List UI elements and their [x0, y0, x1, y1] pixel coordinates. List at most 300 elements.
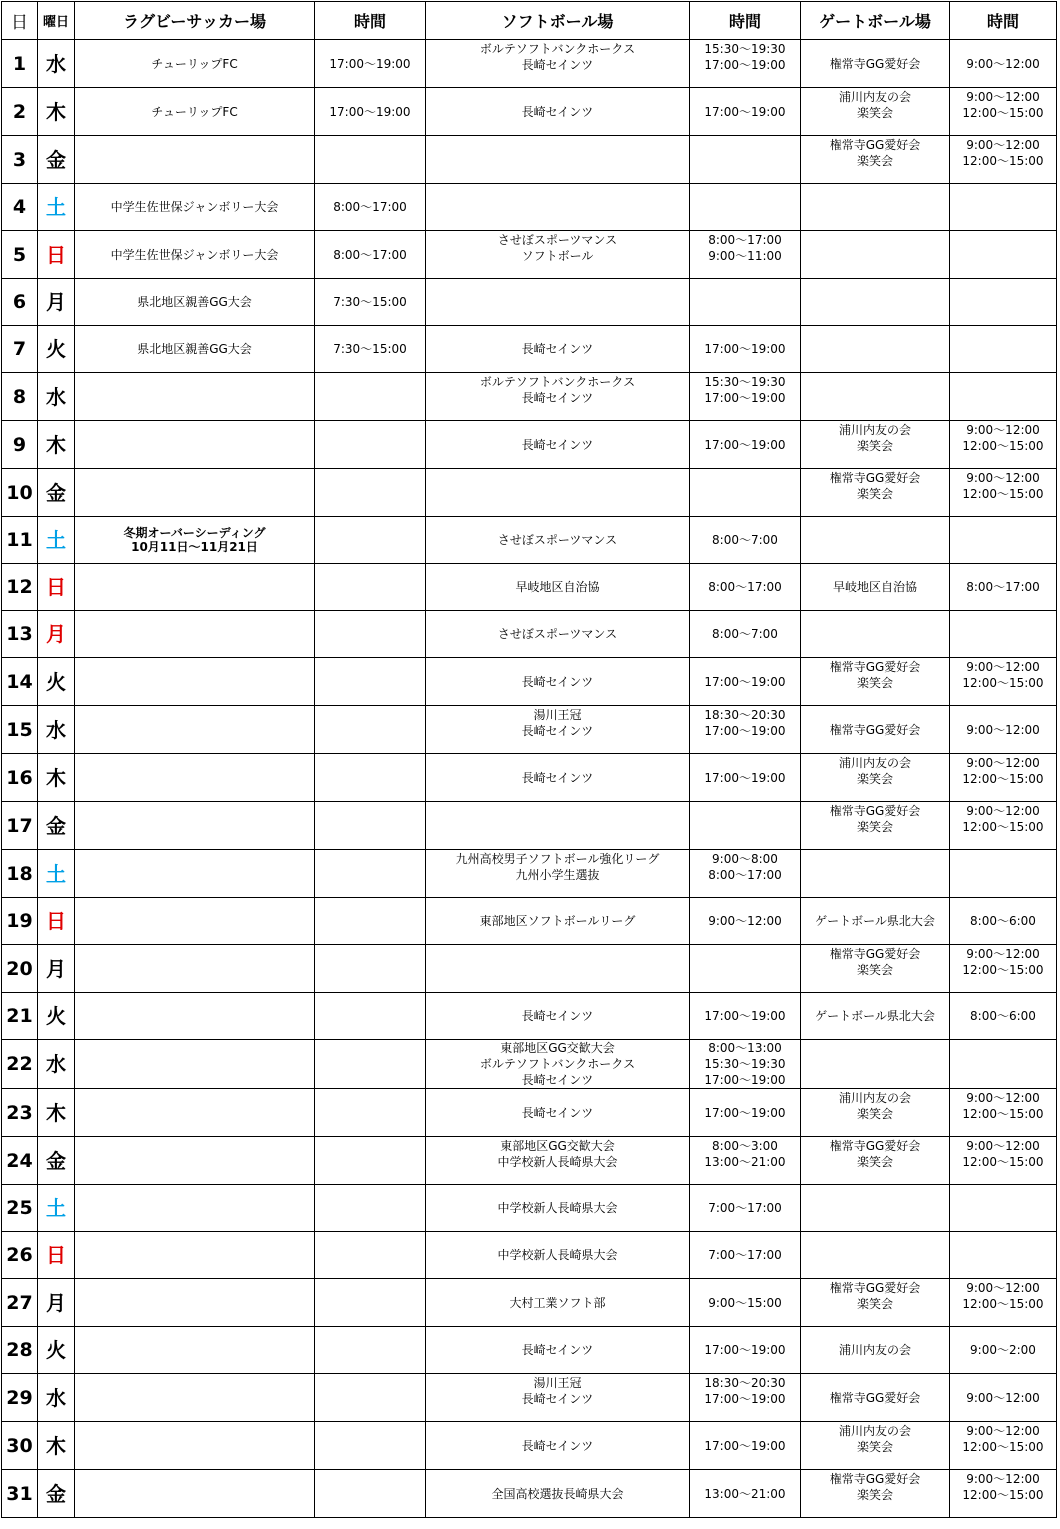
header-softball-field: ソフトボール場: [426, 2, 690, 40]
gateball-field-cell: [801, 40, 950, 88]
gateball-time-entry: 8:00～6:00: [970, 914, 1036, 928]
softball-time-entry: 17:00～19:00: [704, 104, 786, 119]
header-gateball-time: 時間: [950, 2, 1057, 40]
softball-field-cell: [426, 1279, 690, 1327]
softball-field-cell: [426, 1422, 690, 1470]
rugby-time-cell: [315, 469, 426, 517]
rugby-field-cell: [75, 1374, 315, 1422]
softball-field-cell: [426, 945, 690, 993]
day-number: 10: [2, 469, 38, 517]
gateball-time-cell: [950, 421, 1057, 469]
schedule-row: [2, 564, 1057, 611]
softball-time-entry: 17:00～19:00: [704, 1392, 786, 1406]
gateball-field-entry: 楽笑会: [856, 1488, 893, 1502]
gateball-time-entry: 9:00～12:00: [966, 471, 1040, 485]
rugby-field-cell: [75, 1422, 315, 1470]
weekday-label: 金: [38, 136, 75, 184]
softball-field-cell: [426, 611, 690, 658]
gateball-field-entry: 楽笑会: [856, 1440, 893, 1454]
gateball-field-cell: [801, 1327, 950, 1374]
schedule-row: [2, 706, 1057, 754]
gateball-time-cell: [950, 1279, 1057, 1327]
gateball-field-entry: 楽笑会: [856, 487, 893, 501]
gateball-field-cell: [801, 706, 950, 754]
softball-time-cell: [690, 517, 801, 564]
softball-time-cell: [690, 469, 801, 517]
gateball-time-entry: 9:00～12:00: [966, 1472, 1040, 1486]
gateball-field-cell: [801, 1089, 950, 1137]
day-number: 11: [2, 517, 38, 564]
schedule-row: [2, 231, 1057, 279]
softball-time-cell: [690, 802, 801, 850]
softball-field-entry: させぼスポーツマンス: [497, 627, 618, 641]
gateball-time-cell: [950, 802, 1057, 850]
gateball-field-entry: ゲートボール県北大会: [815, 1009, 935, 1023]
softball-field-entry: 東部地区ソフトボールリーグ: [479, 914, 636, 928]
gateball-time-cell: [950, 754, 1057, 802]
rugby-field-cell: [75, 564, 315, 611]
softball-field-cell: [426, 754, 690, 802]
rugby-field-cell: [75, 802, 315, 850]
softball-time-cell: [690, 850, 801, 898]
gateball-field-cell: [801, 993, 950, 1040]
weekday-label: 金: [38, 1470, 75, 1518]
rugby-time-entry: 7:30～15:00: [333, 342, 407, 356]
softball-field-entry: 大村工業ソフト部: [509, 1295, 606, 1310]
rugby-field-cell: [75, 326, 315, 373]
gateball-time-cell: [950, 658, 1057, 706]
softball-field-entry: 長崎セインツ: [521, 1343, 594, 1357]
rugby-time-cell: [315, 754, 426, 802]
gateball-field-entry: 権常寺GG愛好会: [829, 947, 921, 961]
softball-time-entry: 8:00～17:00: [708, 580, 782, 594]
day-number: 14: [2, 658, 38, 706]
schedule-row: [2, 279, 1057, 326]
softball-time-entry: 17:00～19:00: [704, 674, 786, 689]
rugby-time-entry: 8:00～17:00: [333, 200, 407, 214]
gateball-field-entry: 権常寺GG愛好会: [829, 138, 921, 152]
schedule-row: [2, 1470, 1057, 1518]
gateball-field-entry: 権常寺GG愛好会: [829, 1281, 921, 1295]
gateball-time-entry: 9:00～2:00: [970, 1343, 1036, 1357]
softball-time-entry: 9:00～15:00: [708, 1295, 782, 1310]
weekday-label: 水: [38, 1040, 75, 1089]
softball-field-entry: 長崎セインツ: [521, 724, 594, 738]
rugby-field-cell: [75, 421, 315, 469]
softball-time-cell: [690, 1422, 801, 1470]
rugby-field-cell: [75, 373, 315, 421]
softball-time-cell: [690, 706, 801, 754]
softball-time-entry: 9:00～11:00: [708, 249, 782, 263]
gateball-field-entry: 楽笑会: [856, 154, 893, 168]
softball-time-cell: [690, 1137, 801, 1185]
schedule-row: [2, 136, 1057, 184]
gateball-field-cell: [801, 1040, 950, 1089]
schedule-row: [2, 1089, 1057, 1137]
gateball-time-entry: 8:00～6:00: [970, 1009, 1036, 1023]
gateball-time-cell: [950, 231, 1057, 279]
gateball-field-cell: [801, 231, 950, 279]
schedule-row: [2, 945, 1057, 993]
gateball-field-entry: 浦川内友の会: [838, 1343, 911, 1357]
day-number: 23: [2, 1089, 38, 1137]
day-number: 16: [2, 754, 38, 802]
softball-field-cell: [426, 993, 690, 1040]
softball-time-entry: 9:00～8:00: [712, 852, 778, 866]
softball-field-cell: [426, 1185, 690, 1232]
softball-field-cell: [426, 1232, 690, 1279]
rugby-time-cell: [315, 326, 426, 373]
gateball-time-cell: [950, 184, 1057, 231]
gateball-time-entry: 9:00～12:00: [966, 947, 1040, 961]
rugby-time-cell: [315, 184, 426, 231]
softball-field-entry: 東部地区GG交歓大会: [500, 1139, 615, 1153]
day-number: 5: [2, 231, 38, 279]
softball-field-entry: 九州高校男子ソフトボール強化リーグ: [455, 852, 660, 866]
gateball-time-cell: [950, 1470, 1057, 1518]
gateball-field-cell: [801, 469, 950, 517]
weekday-label: 土: [38, 1185, 75, 1232]
softball-field-entry: ボルテソフトバンクホークス: [479, 375, 636, 389]
softball-field-entry: 全国高校選抜長崎県大会: [491, 1486, 624, 1501]
gateball-time-cell: [950, 850, 1057, 898]
rugby-time-entry: 17:00～19:00: [329, 56, 411, 71]
softball-time-cell: [690, 945, 801, 993]
softball-time-entry: 9:00～12:00: [708, 914, 782, 928]
weekday-label: 火: [38, 326, 75, 373]
softball-time-entry: 8:00～17:00: [708, 233, 782, 247]
rugby-time-cell: [315, 1422, 426, 1470]
softball-field-entry: 長崎セインツ: [521, 770, 594, 785]
gateball-time-cell: [950, 136, 1057, 184]
softball-field-cell: [426, 279, 690, 326]
day-number: 7: [2, 326, 38, 373]
gateball-field-entry: 浦川内友の会: [838, 756, 911, 770]
weekday-label: 日: [38, 1232, 75, 1279]
gateball-field-entry: 楽笑会: [856, 676, 893, 690]
softball-time-cell: [690, 279, 801, 326]
schedule-row: [2, 1374, 1057, 1422]
header-rugby-time: 時間: [315, 2, 426, 40]
softball-field-cell: [426, 469, 690, 517]
schedule-row: [2, 40, 1057, 88]
gateball-field-cell: [801, 136, 950, 184]
softball-time-cell: [690, 184, 801, 231]
rugby-time-cell: [315, 231, 426, 279]
softball-field-cell: [426, 517, 690, 564]
gateball-field-cell: [801, 1422, 950, 1470]
softball-field-entry: 長崎セインツ: [521, 58, 594, 72]
rugby-time-cell: [315, 564, 426, 611]
rugby-field-entry: 中学生佐世保ジャンボリー大会: [110, 247, 279, 262]
rugby-field-cell: [75, 898, 315, 945]
gateball-time-cell: [950, 1327, 1057, 1374]
weekday-label: 金: [38, 469, 75, 517]
gateball-time-cell: [950, 517, 1057, 564]
gateball-time-entry: 12:00～15:00: [962, 1488, 1044, 1502]
softball-time-cell: [690, 1089, 801, 1137]
header-rugby-field: ラグビーサッカー場: [75, 2, 315, 40]
schedule-row: [2, 993, 1057, 1040]
gateball-field-entry: 権常寺GG愛好会: [829, 56, 921, 71]
softball-field-cell: [426, 40, 690, 88]
weekday-label: 土: [38, 850, 75, 898]
gateball-time-entry: 9:00～12:00: [966, 756, 1040, 770]
rugby-time-cell: [315, 373, 426, 421]
weekday-label: 日: [38, 898, 75, 945]
gateball-time-cell: [950, 564, 1057, 611]
softball-time-cell: [690, 40, 801, 88]
gateball-field-entry: ゲートボール県北大会: [815, 914, 935, 928]
softball-field-cell: [426, 564, 690, 611]
gateball-time-cell: [950, 1422, 1057, 1470]
softball-time-entry: 17:00～19:00: [704, 58, 786, 72]
gateball-time-entry: 12:00～15:00: [962, 154, 1044, 168]
softball-field-entry: させぼスポーツマンス: [497, 233, 618, 247]
softball-field-entry: 長崎セインツ: [521, 437, 594, 452]
softball-field-cell: [426, 1040, 690, 1089]
softball-time-entry: 18:30～20:30: [704, 708, 786, 722]
rugby-time-entry: 7:30～15:00: [333, 295, 407, 309]
gateball-time-entry: 9:00～12:00: [966, 804, 1040, 818]
rugby-field-cell: [75, 279, 315, 326]
gateball-time-entry: 12:00～15:00: [962, 963, 1044, 977]
softball-field-entry: 長崎セインツ: [521, 1073, 594, 1087]
weekday-label: 土: [38, 517, 75, 564]
rugby-time-cell: [315, 1470, 426, 1518]
rugby-field-cell: [75, 1279, 315, 1327]
gateball-field-cell: [801, 279, 950, 326]
rugby-time-cell: [315, 658, 426, 706]
weekday-label: 金: [38, 1137, 75, 1185]
day-number: 26: [2, 1232, 38, 1279]
schedule-row: [2, 326, 1057, 373]
gateball-field-cell: [801, 1185, 950, 1232]
rugby-field-entry: 県北地区親善GG大会: [137, 342, 252, 356]
weekday-label: 木: [38, 1422, 75, 1470]
weekday-label: 月: [38, 945, 75, 993]
header-gateball-field: ゲートボール場: [801, 2, 950, 40]
softball-time-cell: [690, 373, 801, 421]
overseeding-note-line: 10月11日～11月21日: [131, 540, 258, 554]
softball-time-entry: 13:00～21:00: [704, 1155, 786, 1169]
rugby-time-cell: [315, 279, 426, 326]
rugby-field-entry: チューリップFC: [151, 56, 238, 71]
header-row: [2, 2, 1057, 40]
gateball-time-cell: [950, 1232, 1057, 1279]
rugby-field-cell: [75, 993, 315, 1040]
weekday-label: 月: [38, 611, 75, 658]
gateball-time-cell: [950, 1040, 1057, 1089]
softball-field-entry: 長崎セインツ: [521, 342, 594, 356]
gateball-time-entry: 12:00～15:00: [962, 439, 1044, 453]
rugby-field-cell: [75, 611, 315, 658]
day-number: 1: [2, 40, 38, 88]
rugby-field-cell: [75, 469, 315, 517]
softball-field-cell: [426, 802, 690, 850]
softball-time-cell: [690, 1470, 801, 1518]
weekday-label: 火: [38, 1327, 75, 1374]
rugby-time-cell: [315, 802, 426, 850]
gateball-time-entry: 9:00～12:00: [966, 660, 1040, 674]
softball-time-cell: [690, 88, 801, 136]
gateball-field-cell: [801, 1232, 950, 1279]
rugby-time-cell: [315, 1185, 426, 1232]
gateball-field-cell: [801, 373, 950, 421]
gateball-time-entry: 12:00～15:00: [962, 772, 1044, 786]
gateball-time-entry: 9:00～12:00: [966, 56, 1040, 71]
rugby-time-cell: [315, 1279, 426, 1327]
schedule-row: [2, 1279, 1057, 1327]
softball-field-entry: 東部地区GG交歓大会: [500, 1041, 615, 1055]
softball-field-entry: 中学校新人長崎県大会: [497, 1155, 618, 1169]
rugby-field-cell: [75, 517, 315, 564]
day-number: 30: [2, 1422, 38, 1470]
softball-time-entry: 17:00～19:00: [704, 437, 786, 452]
rugby-field-cell: [75, 1040, 315, 1089]
rugby-time-cell: [315, 993, 426, 1040]
softball-field-entry: 長崎セインツ: [521, 674, 594, 689]
rugby-time-cell: [315, 88, 426, 136]
schedule-row: [2, 1232, 1057, 1279]
day-number: 29: [2, 1374, 38, 1422]
gateball-time-entry: 12:00～15:00: [962, 1297, 1044, 1311]
gateball-time-cell: [950, 373, 1057, 421]
gateball-field-cell: [801, 1470, 950, 1518]
softball-time-entry: 17:00～19:00: [704, 391, 786, 405]
gateball-field-entry: 楽笑会: [856, 1297, 893, 1311]
softball-time-cell: [690, 1374, 801, 1422]
softball-field-entry: ソフトボール: [521, 249, 594, 263]
rugby-time-cell: [315, 898, 426, 945]
rugby-field-cell: [75, 184, 315, 231]
gateball-field-entry: 浦川内友の会: [838, 1091, 911, 1105]
gateball-time-entry: 9:00～12:00: [966, 90, 1040, 104]
gateball-field-cell: [801, 850, 950, 898]
day-number: 25: [2, 1185, 38, 1232]
gateball-time-entry: 12:00～15:00: [962, 820, 1044, 834]
softball-time-entry: 8:00～17:00: [708, 868, 782, 882]
gateball-time-entry: 9:00～12:00: [966, 138, 1040, 152]
weekday-label: 木: [38, 1089, 75, 1137]
softball-field-entry: 湯川王冠: [533, 1376, 582, 1390]
rugby-time-entry: 17:00～19:00: [329, 104, 411, 119]
gateball-time-entry: 12:00～15:00: [962, 1155, 1044, 1169]
schedule-row: [2, 754, 1057, 802]
gateball-field-entry: 楽笑会: [856, 963, 893, 977]
rugby-time-cell: [315, 706, 426, 754]
rugby-field-entry: 県北地区親善GG大会: [137, 295, 252, 309]
softball-time-cell: [690, 326, 801, 373]
softball-time-cell: [690, 1232, 801, 1279]
softball-time-cell: [690, 421, 801, 469]
day-number: 31: [2, 1470, 38, 1518]
gateball-field-entry: 権常寺GG愛好会: [829, 471, 921, 485]
gateball-field-entry: 楽笑会: [856, 106, 893, 120]
schedule-row: [2, 850, 1057, 898]
schedule-row: [2, 802, 1057, 850]
gateball-field-cell: [801, 754, 950, 802]
schedule-row: [2, 898, 1057, 945]
day-number: 12: [2, 564, 38, 611]
gateball-field-entry: 楽笑会: [856, 820, 893, 834]
schedule-row: [2, 469, 1057, 517]
softball-time-cell: [690, 231, 801, 279]
gateball-time-cell: [950, 326, 1057, 373]
gateball-field-cell: [801, 658, 950, 706]
header-softball-time: 時間: [690, 2, 801, 40]
softball-time-cell: [690, 658, 801, 706]
rugby-time-cell: [315, 40, 426, 88]
softball-time-entry: 17:00～19:00: [704, 1343, 786, 1357]
softball-time-entry: 17:00～19:00: [704, 1073, 786, 1087]
gateball-field-entry: 早岐地区自治協: [832, 580, 917, 594]
softball-time-entry: 8:00～13:00: [708, 1041, 782, 1055]
gateball-time-entry: 9:00～12:00: [966, 1281, 1040, 1295]
gateball-field-cell: [801, 184, 950, 231]
gateball-field-entry: 楽笑会: [856, 1155, 893, 1169]
rugby-field-cell: [75, 40, 315, 88]
day-number: 15: [2, 706, 38, 754]
schedule-row: [2, 1185, 1057, 1232]
rugby-field-cell: [75, 850, 315, 898]
softball-field-entry: 長崎セインツ: [521, 391, 594, 405]
softball-field-cell: [426, 88, 690, 136]
rugby-time-cell: [315, 1327, 426, 1374]
rugby-field-cell: [75, 754, 315, 802]
softball-field-cell: [426, 706, 690, 754]
gateball-field-cell: [801, 945, 950, 993]
rugby-time-cell: [315, 1089, 426, 1137]
softball-time-entry: 13:00～21:00: [704, 1486, 786, 1501]
gateball-time-cell: [950, 945, 1057, 993]
overseeding-note-line: 冬期オーバーシーディング: [123, 526, 266, 540]
gateball-field-cell: [801, 802, 950, 850]
gateball-time-cell: [950, 1137, 1057, 1185]
schedule-row: [2, 184, 1057, 231]
softball-field-cell: [426, 421, 690, 469]
rugby-time-cell: [315, 421, 426, 469]
gateball-field-cell: [801, 1374, 950, 1422]
day-number: 3: [2, 136, 38, 184]
softball-time-cell: [690, 1040, 801, 1089]
weekday-label: 木: [38, 88, 75, 136]
rugby-field-cell: [75, 706, 315, 754]
softball-field-cell: [426, 1470, 690, 1518]
day-number: 28: [2, 1327, 38, 1374]
gateball-time-entry: 8:00～17:00: [966, 580, 1040, 594]
rugby-time-cell: [315, 1374, 426, 1422]
gateball-field-entry: 楽笑会: [856, 772, 893, 786]
softball-field-entry: 長崎セインツ: [521, 1105, 594, 1120]
softball-field-cell: [426, 1089, 690, 1137]
rugby-time-cell: [315, 136, 426, 184]
schedule-row: [2, 1137, 1057, 1185]
schedule-row: [2, 517, 1057, 564]
softball-time-entry: 8:00～7:00: [712, 533, 778, 547]
schedule-row: [2, 88, 1057, 136]
gateball-time-cell: [950, 898, 1057, 945]
softball-time-cell: [690, 1279, 801, 1327]
softball-field-cell: [426, 326, 690, 373]
softball-field-entry: 長崎セインツ: [521, 1438, 594, 1453]
softball-field-entry: ボルテソフトバンクホークス: [479, 42, 636, 56]
day-number: 20: [2, 945, 38, 993]
softball-time-entry: 7:00～17:00: [708, 1201, 782, 1215]
day-number: 27: [2, 1279, 38, 1327]
rugby-time-cell: [315, 1232, 426, 1279]
rugby-time-cell: [315, 850, 426, 898]
